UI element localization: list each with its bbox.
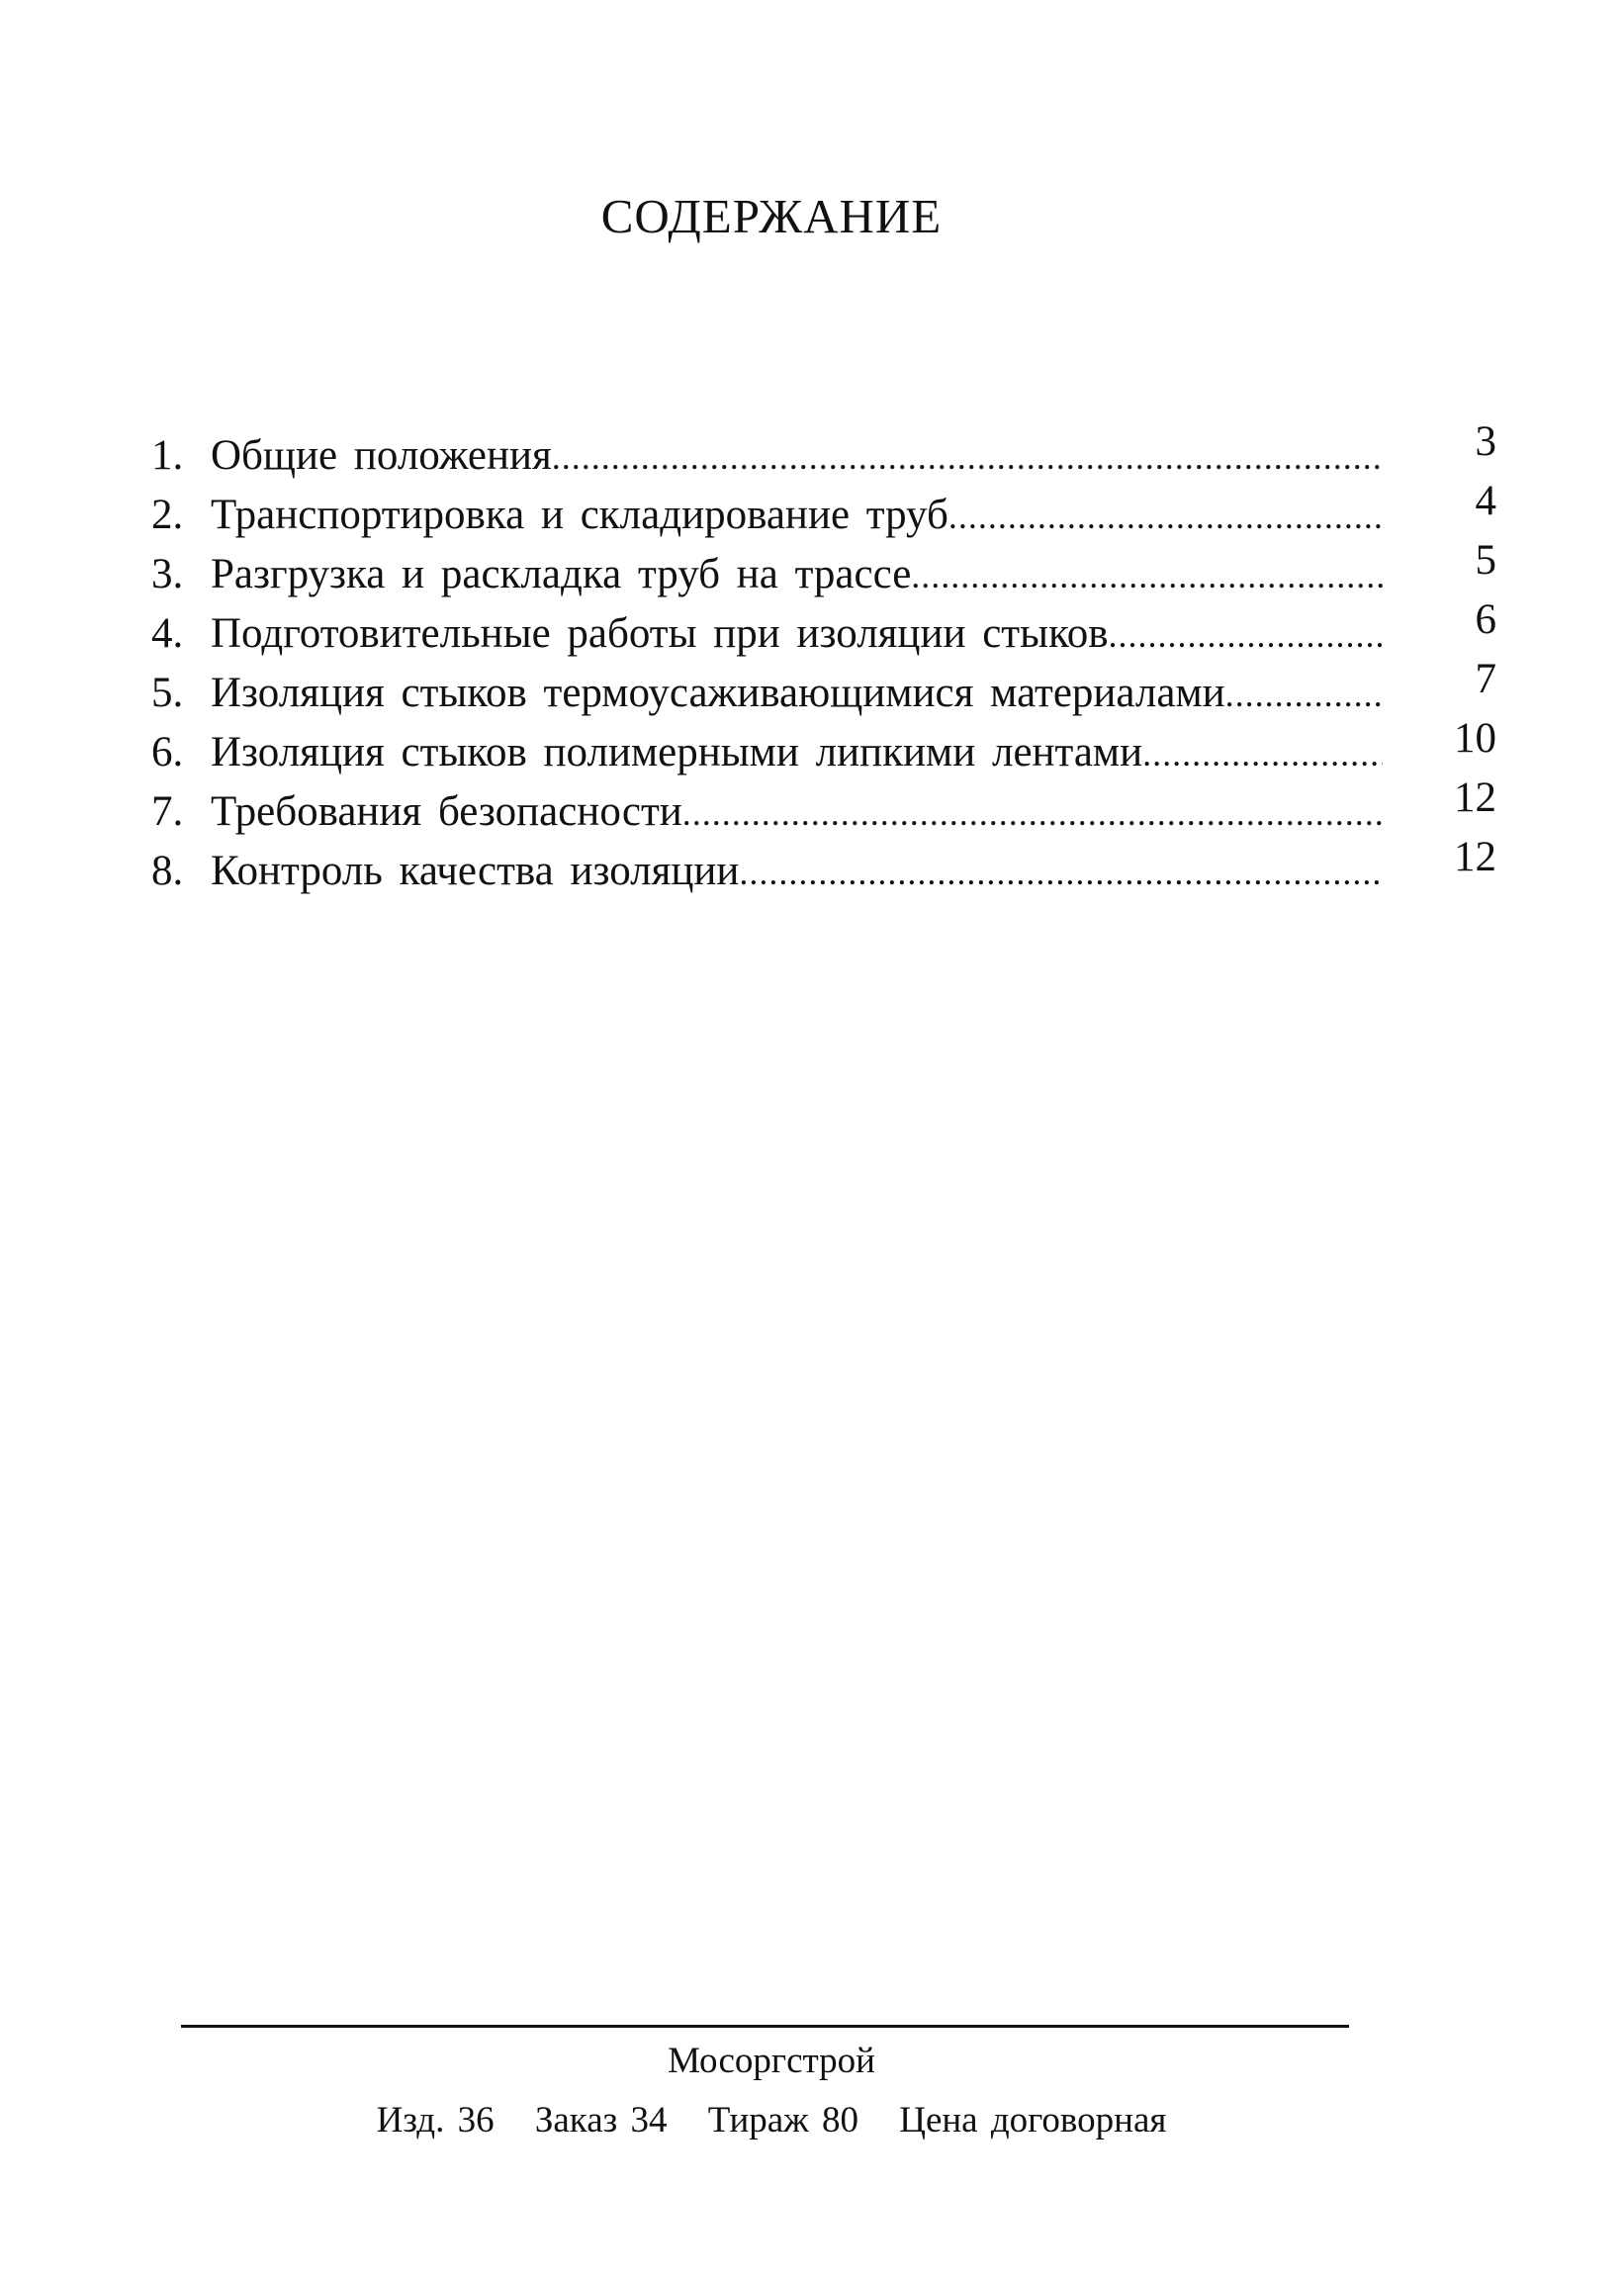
toc-entry-page: 6	[1475, 596, 1496, 643]
dot-leader	[948, 496, 1383, 539]
toc-entry-text	[211, 669, 1383, 717]
imprint-order: Заказ 34	[534, 2100, 668, 2141]
toc-entry-number: 4.	[151, 610, 184, 657]
dot-leader	[1109, 614, 1384, 658]
toc-entry-label: Транспортировка и складирование труб	[211, 492, 948, 538]
footer-divider	[181, 2025, 1349, 2028]
dot-leader	[1142, 733, 1383, 776]
table-of-contents	[151, 420, 1496, 895]
toc-entry-number: 1.	[151, 432, 184, 479]
toc-entry-text	[211, 787, 1383, 836]
imprint-price: Цена договорная	[899, 2100, 1167, 2141]
imprint-print-run: Тираж 80	[707, 2100, 858, 2141]
toc-entry-number: 6.	[151, 729, 184, 775]
toc-entry-page: 12	[1454, 775, 1496, 821]
page-title: СОДЕРЖАНИЕ	[600, 189, 943, 243]
toc-entry	[151, 717, 1496, 776]
toc-entry	[151, 539, 1496, 598]
toc-entry-page: 4	[1475, 478, 1496, 524]
toc-entry-label: Изоляция стыков термоусаживающимися материалами	[211, 670, 1225, 716]
toc-entry-number: 3.	[151, 551, 184, 597]
toc-entry-label: Изоляция стыков полимерными липкими лентами	[211, 729, 1143, 775]
imprint-edition: Изд. 36	[376, 2100, 495, 2141]
toc-entry-page: 10	[1454, 715, 1496, 762]
toc-entry-text	[211, 847, 1383, 895]
toc-entry	[151, 776, 1496, 836]
toc-entry-number: 7.	[151, 788, 184, 835]
toc-entry-label: Подготовительные работы при изоляции стыков	[211, 610, 1109, 657]
toc-entry-number: 5.	[151, 670, 184, 716]
toc-entry-page: 3	[1475, 418, 1496, 465]
toc-entry-page: 5	[1475, 537, 1496, 584]
imprint-line	[0, 2099, 1543, 2141]
toc-entry-text	[211, 491, 1383, 539]
toc-entry-page: 7	[1475, 656, 1496, 702]
toc-entry	[151, 420, 1496, 480]
toc-entry	[151, 598, 1496, 658]
toc-entry-text	[211, 431, 1383, 480]
toc-entry	[151, 480, 1496, 539]
publisher-name: Мосоргстрой	[668, 2041, 875, 2081]
dot-leader	[552, 436, 1383, 480]
toc-entry-text	[211, 609, 1383, 658]
dot-leader	[739, 852, 1383, 895]
toc-entry-text	[211, 550, 1383, 598]
toc-entry-page: 12	[1454, 834, 1496, 880]
toc-entry-number: 2.	[151, 492, 184, 538]
dot-leader	[682, 792, 1383, 836]
toc-entry-number: 8.	[151, 848, 184, 894]
dot-leader	[1225, 674, 1383, 717]
toc-entry-label: Контроль качества изоляции	[211, 848, 740, 894]
toc-entry-label: Разгрузка и раскладка труб на трассе	[211, 551, 912, 597]
toc-entry	[151, 836, 1496, 895]
toc-entry	[151, 658, 1496, 717]
dot-leader	[911, 555, 1383, 598]
toc-entry-text	[211, 728, 1383, 776]
toc-entry-label: Требования безопасности	[211, 788, 682, 835]
toc-entry-label: Общие положения	[211, 432, 552, 479]
